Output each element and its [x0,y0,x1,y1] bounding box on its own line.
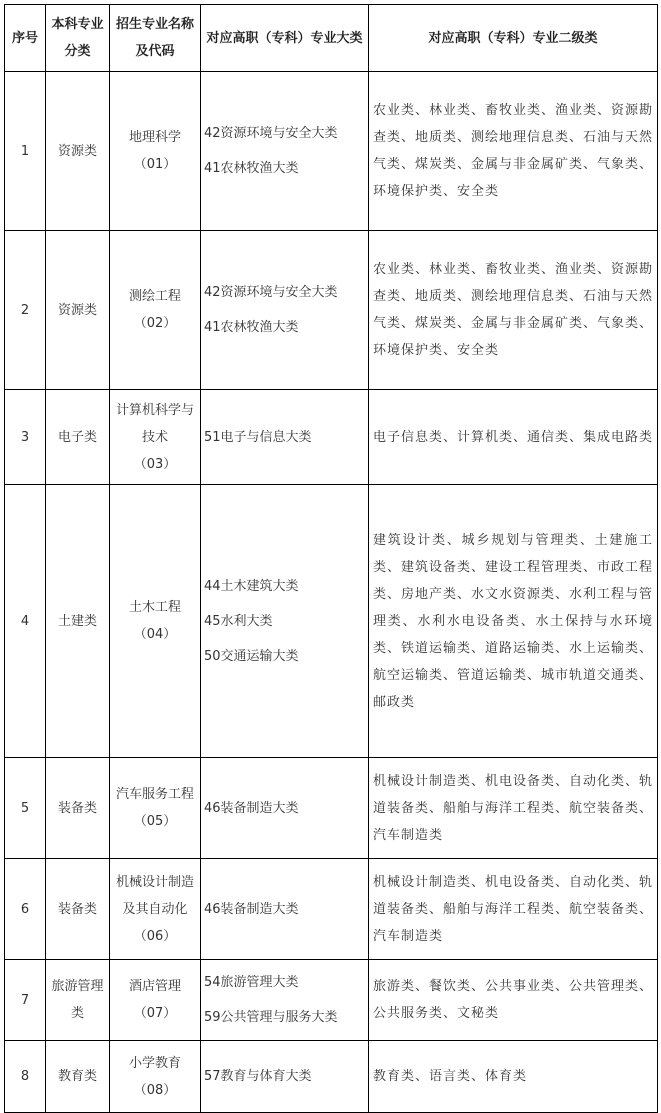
table-row [5,72,658,231]
row-big-class [201,485,369,758]
row-category: 电子类 [46,390,110,485]
row-second-class: 电子信息类、计算机类、通信类、集成电路类 [369,390,658,485]
big-class-item: 57教育与体育大类 [204,1069,312,1084]
row-major [110,72,201,231]
row-no: 1 [5,72,46,231]
major-code: （07） [133,1006,177,1021]
major-code: （08） [133,1082,177,1098]
row-major [110,485,201,758]
table-row [5,485,658,758]
big-class-item: 46装备制造大类 [204,901,299,917]
row-major [110,231,201,390]
row-major [110,1041,201,1113]
row-category: 装备类 [46,758,110,859]
major-code: （06） [133,928,177,944]
table-row [5,390,658,485]
row-big-class [201,72,369,231]
header-big-class: 对应高职（专科）专业大类 [201,5,369,72]
row-category: 教育类 [46,1041,110,1113]
big-class-item: 41农林牧渔大类 [204,320,299,335]
row-no: 2 [5,231,46,390]
row-big-class [201,859,369,960]
header-no: 序号 [5,5,46,72]
major-name: 地理科学 [128,130,181,145]
major-name: 土木工程 [128,600,181,615]
big-class-item: 42资源环境与安全大类 [204,126,338,141]
table-header-row [5,5,658,72]
row-major [110,758,201,859]
row-no: 8 [5,1041,46,1113]
major-name: 酒店管理 [128,979,181,994]
table-row [5,758,658,859]
big-class-item: 46装备制造大类 [204,800,299,816]
row-big-class [201,390,369,485]
header-category: 本科专业分类 [46,5,110,72]
row-category: 装备类 [46,859,110,960]
major-code: （05） [133,814,177,829]
row-major [110,859,201,960]
row-category: 资源类 [46,72,110,231]
row-category: 资源类 [46,231,110,390]
row-big-class [201,960,369,1041]
row-second-class: 教育类、语言类、体育类 [369,1041,658,1113]
major-name: 汽车服务工程 [115,787,194,802]
major-code: （02） [133,316,177,331]
big-class-item: 54旅游管理大类 [204,975,299,990]
header-second-class: 对应高职（专科）专业二级类 [369,5,658,72]
row-no: 7 [5,960,46,1041]
row-second-class: 机械设计制造类、机电设备类、自动化类、轨道装备类、船舶与海洋工程类、航空装备类、汽车制造类 [369,859,658,960]
row-major [110,960,201,1041]
row-second-class: 建筑设计类、城乡规划与管理类、土建施工类、建筑设备类、建设工程管理类、市政工程类、房地产类、水文水资源类、水利工程与管理类、水利水电设备类、水土保持与水环境类、铁道运输类、道路运输类、水上运输类、航空运输类、管道运输类、城市轨道交通类、邮政类 [369,485,658,758]
row-second-class: 农业类、林业类、畜牧业类、渔业类、资源勘查类、地质类、测绘地理信息类、石油与天然气类、煤炭类、金属与非金属矿类、气象类、环境保护类、安全类 [369,231,658,390]
row-no: 5 [5,758,46,859]
major-code: （01） [133,157,177,172]
major-name: 机械设计制造及其自动化 [115,874,194,917]
major-name: 测绘工程 [128,289,181,304]
major-name: 小学教育 [128,1055,181,1071]
row-big-class [201,231,369,390]
big-class-item: 45水利大类 [204,613,273,629]
row-second-class: 旅游类、餐饮类、公共事业类、公共管理类、公共服务类、文秘类 [369,960,658,1041]
table-row [5,231,658,390]
big-class-item: 50交通运输大类 [204,648,299,664]
big-class-item: 41农林牧渔大类 [204,161,299,176]
big-class-item: 59公共管理与服务大类 [204,1010,338,1025]
major-correspondence-table-wrapper [4,4,658,1113]
row-category: 旅游管理类 [46,960,110,1041]
row-no: 3 [5,390,46,485]
header-major: 招生专业名称及代码 [110,5,201,72]
row-no: 4 [5,485,46,758]
major-code: （04） [133,627,177,642]
row-big-class [201,758,369,859]
big-class-item: 44土木建筑大类 [204,578,299,594]
big-class-item: 51电子与信息大类 [204,429,312,445]
big-class-item: 42资源环境与安全大类 [204,285,338,300]
row-second-class: 农业类、林业类、畜牧业类、渔业类、资源勘查类、地质类、测绘地理信息类、石油与天然气类、煤炭类、金属与非金属矿类、气象类、环境保护类、安全类 [369,72,658,231]
row-major [110,390,201,485]
row-no: 6 [5,859,46,960]
major-code: （03） [133,456,177,472]
table-row [5,1041,658,1113]
row-category: 土建类 [46,485,110,758]
table-row [5,960,658,1041]
row-second-class: 机械设计制造类、机电设备类、自动化类、轨道装备类、船舶与海洋工程类、航空装备类、汽车制造类 [369,758,658,859]
row-big-class [201,1041,369,1113]
table-row [5,859,658,960]
major-name: 计算机科学与技术 [115,402,194,445]
major-correspondence-table [4,4,658,1113]
